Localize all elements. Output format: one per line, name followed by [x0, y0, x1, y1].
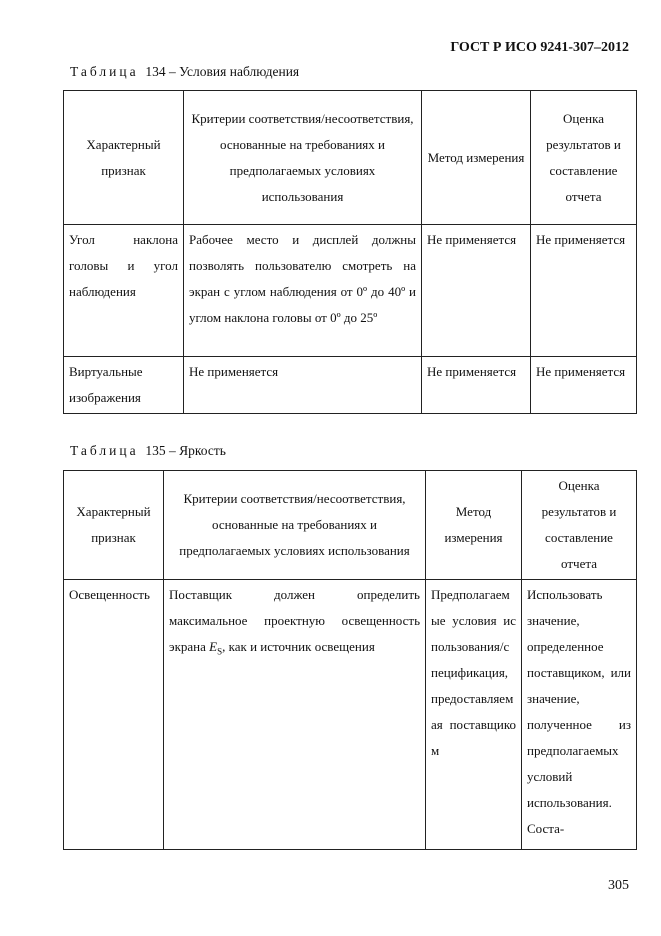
table-row — [64, 225, 637, 357]
table2-caption — [70, 443, 226, 459]
table1-caption — [70, 64, 299, 80]
variable-e: E — [209, 639, 218, 654]
table-cell: Не применяется — [531, 357, 637, 414]
table-row — [64, 580, 637, 850]
header-cell: Оценка результатов и составление отчета — [531, 91, 637, 225]
page-number: 305 — [608, 878, 629, 893]
header-cell: Характерный признак — [64, 91, 184, 225]
table-header-row — [64, 91, 637, 225]
table1-caption-word: Таблица — [70, 64, 139, 79]
header-cell: Характерный признак — [64, 471, 164, 580]
header-cell: Оценка результатов и составление отчета — [522, 471, 637, 580]
header-cell: Критерии соответствия/несоответствия, основанные на требованиях и предполагаемых условиях использования — [164, 471, 426, 580]
table-cell: Не применяется — [422, 357, 531, 414]
header-cell: Критерии соответствия/несоответствия, основанные на требованиях и предполагаемых условиях использования — [184, 91, 422, 225]
table-cell: Рабочее место и дисплей должны позволять пользователю смотреть на экран с углом наблюдения от 0º до 40º и углом наклона головы от 0º до 25º — [184, 225, 422, 357]
table-134 — [63, 90, 637, 414]
table-cell: Не применяется — [184, 357, 422, 414]
table-cell: Использовать значение, определенное поставщиком, или значение, полученное из предполагаемых условий использования. Соста- — [522, 580, 637, 850]
cell-text: , как и источник освещения — [222, 639, 375, 654]
table-cell — [164, 580, 426, 850]
table-cell: Предполагаемые условия использования/спецификация, предоставляемая поставщиком — [426, 580, 522, 850]
table-cell: Не применяется — [531, 225, 637, 357]
table-cell: Освещенность — [64, 580, 164, 850]
table-cell: Угол наклона головы и угол наблюдения — [64, 225, 184, 357]
table-cell: Не применяется — [422, 225, 531, 357]
document-header: ГОСТ Р ИСО 9241-307–2012 — [450, 40, 629, 55]
variable-subscript: S — [217, 646, 223, 657]
table-header-row — [64, 471, 637, 580]
header-cell: Метод измерения — [426, 471, 522, 580]
table2-caption-text: 135 – Яркость — [145, 443, 226, 458]
header-cell: Метод измерения — [422, 91, 531, 225]
cell-text: Поставщик должен определить максимальное проектную освещенность экрана — [169, 587, 420, 654]
table-row — [64, 357, 637, 414]
table-135 — [63, 470, 637, 850]
table1-caption-text: 134 – Условия наблюдения — [145, 64, 300, 79]
table-cell: Виртуальные изображения — [64, 357, 184, 414]
table2-caption-word: Таблица — [70, 443, 139, 458]
